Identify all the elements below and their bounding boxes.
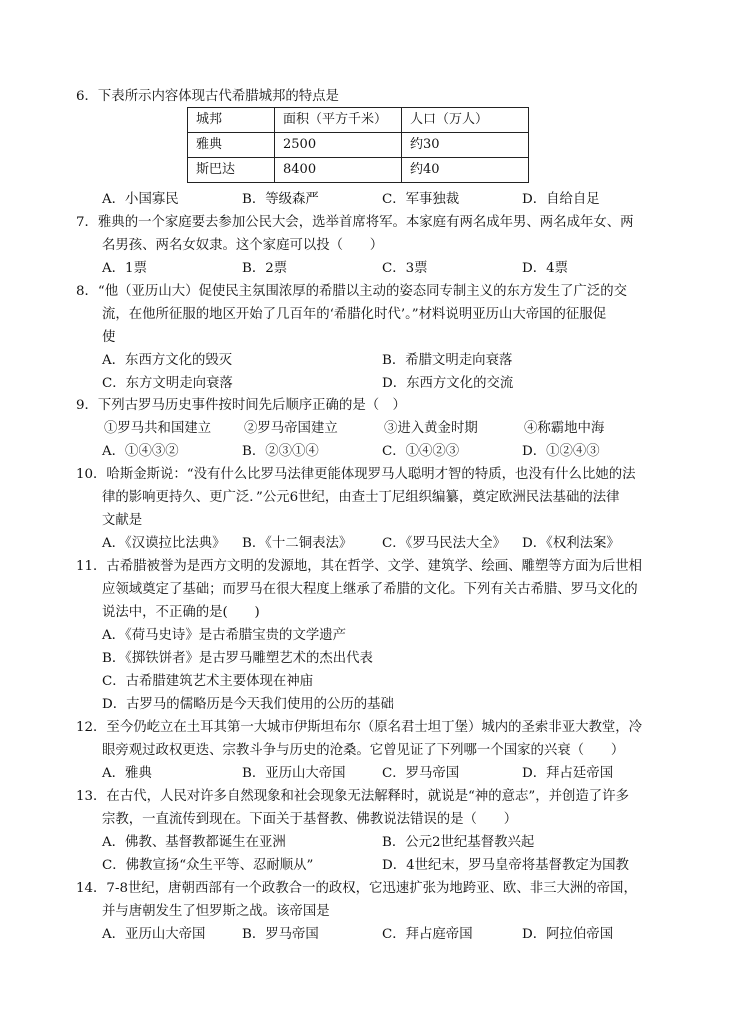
option-d[interactable]: D．古罗马的儒略历是今天我们使用的公历的基础 <box>102 697 394 712</box>
question-13 <box>76 785 676 877</box>
option-b[interactable]: B．2票 <box>242 261 288 276</box>
option-a[interactable]: A．亚历山大帝国 <box>102 927 206 942</box>
table-header-row <box>188 108 529 133</box>
option-a[interactable]: A．小国寡民 <box>102 192 179 207</box>
question-stem-line: 流，在他所征服的地区开始了几百年的‘希腊化时代’。”材料说明亚历山大帝国的征服促 <box>102 307 607 322</box>
question-stem-line: 13．在古代，人民对许多自然现象和社会现象无法解释时，就说是“神的意志”，并创造了许多 <box>76 789 629 804</box>
question-stem-line: 6．下表所示内容体现古代希腊城邦的特点是 <box>76 89 339 104</box>
question-stem-line: 14．7-8世纪，唐朝西部有一个政教合一的政权，它迅速扩张为地跨亚、欧、非三大洲的帝国， <box>76 881 637 896</box>
question-stem-line: 使 <box>102 330 116 345</box>
question-7 <box>76 211 676 280</box>
question-stem-line: 7．雅典的一个家庭要去参加公民大会，选举首席将军。本家庭有两名成年男、两名成年女、两 <box>76 215 634 230</box>
option-c[interactable]: C．3票 <box>382 261 428 276</box>
table-header-cell: 面积（平方千米） <box>275 108 402 133</box>
event-item: ④称霸地中海 <box>524 421 605 436</box>
option-a[interactable]: A．佛教、基督教都诞生在亚洲 <box>102 835 286 850</box>
event-item: ①罗马共和国建立 <box>104 421 212 436</box>
option-c[interactable]: C．佛教宣扬“众生平等、忍耐顺从” <box>102 858 314 873</box>
option-a[interactable]: A．《汉谟拉比法典》 <box>102 536 226 551</box>
question-stem-line: 8．“他（亚历山大）促使民主氛围浓厚的希腊以主动的姿态同专制主义的东方发生了广泛的交 <box>76 284 627 299</box>
option-d[interactable]: D．自给自足 <box>522 192 600 207</box>
option-c[interactable]: C．古希腊建筑艺术主要体现在神庙 <box>102 674 314 689</box>
question-14 <box>76 877 676 946</box>
table-cell: 约30 <box>402 133 529 158</box>
question-11 <box>76 555 676 716</box>
question-stem-line: 名男孩、两名女奴隶。这个家庭可以投（ ） <box>102 238 384 253</box>
option-c[interactable]: C．《罗马民法大全》 <box>382 536 507 551</box>
option-b[interactable]: B．希腊文明走向衰落 <box>382 353 513 368</box>
option-d[interactable]: D．①②④③ <box>522 444 600 459</box>
question-stem-line: 眼旁观过政权更迭、宗教斗争与历史的沧桑。它曾见证了下列哪一个国家的兴衰（ ） <box>102 743 625 758</box>
option-d[interactable]: D．拜占廷帝国 <box>522 766 614 781</box>
option-a[interactable]: A．①④③② <box>102 444 179 459</box>
option-c[interactable]: C．拜占庭帝国 <box>382 927 473 942</box>
question-8 <box>76 280 676 395</box>
table-cell: 雅典 <box>188 133 275 158</box>
city-state-table <box>187 107 529 183</box>
question-6-options <box>76 188 676 211</box>
option-c[interactable]: C．军事独裁 <box>382 192 460 207</box>
question-stem-line: 文献是 <box>102 513 143 528</box>
question-12 <box>76 716 676 785</box>
option-b[interactable]: B．《十二铜表法》 <box>242 536 353 551</box>
option-a[interactable]: A．1票 <box>102 261 147 276</box>
option-a[interactable]: A．《荷马史诗》是古希腊宝贵的文学遗产 <box>102 628 347 643</box>
question-stem-line: 并与唐朝发生了怛罗斯之战。该帝国是 <box>102 904 330 919</box>
question-9 <box>76 394 676 463</box>
question-stem-line: 律的影响更持久、更广泛．”公元6世纪，由查士丁尼组织编纂，奠定欧洲民法基础的法律 <box>102 490 620 505</box>
question-6 <box>76 85 676 108</box>
option-a[interactable]: A．东西方文化的毁灭 <box>102 353 233 368</box>
event-item: ③进入黄金时期 <box>384 421 478 436</box>
option-b[interactable]: B．罗马帝国 <box>242 927 319 942</box>
option-b[interactable]: B．《掷铁饼者》是古罗马雕塑艺术的杰出代表 <box>102 651 373 666</box>
question-stem-line: 应领域奠定了基础；而罗马在很大程度上继承了希腊的文化。下列有关古希腊、罗马文化的 <box>102 582 638 597</box>
table-header-cell: 城邦 <box>188 108 275 133</box>
question-stem-line: 12．至今仍屹立在土耳其第一大城市伊斯坦布尔（原名君士坦丁堡）城内的圣索非亚大教堂，冷 <box>76 720 643 735</box>
question-stem-line: 9．下列古罗马历史事件按时间先后顺序正确的是（ ） <box>76 398 406 413</box>
event-item: ②罗马帝国建立 <box>244 421 338 436</box>
table-cell: 约40 <box>402 158 529 183</box>
option-b[interactable]: B．亚历山大帝国 <box>242 766 346 781</box>
table-cell: 8400 <box>275 158 402 183</box>
option-a[interactable]: A．雅典 <box>102 766 152 781</box>
option-b[interactable]: B．等级森严 <box>242 192 319 207</box>
option-c[interactable]: C．东方文明走向衰落 <box>102 376 233 391</box>
table-row <box>188 158 529 183</box>
option-c[interactable]: C．①④②③ <box>382 444 460 459</box>
question-10 <box>76 463 676 555</box>
table-cell: 2500 <box>275 133 402 158</box>
option-d[interactable]: D．阿拉伯帝国 <box>522 927 614 942</box>
option-d[interactable]: D．4票 <box>522 261 569 276</box>
option-b[interactable]: B．公元2世纪基督教兴起 <box>382 835 535 850</box>
option-d[interactable]: D．《权利法案》 <box>522 536 620 551</box>
question-stem-line: 11．古希腊被誉为是西方文明的发源地，其在哲学、文学、建筑学、绘画、雕塑等方面为后世相 <box>76 559 643 574</box>
table-cell: 斯巴达 <box>188 158 275 183</box>
question-stem-line: 10．哈斯金斯说：“没有什么比罗马法律更能体现罗马人聪明才智的特质，也没有什么比她的法 <box>76 467 636 482</box>
question-stem-line: 说法中，不正确的是( ) <box>102 605 260 620</box>
table-row <box>188 133 529 158</box>
option-d[interactable]: D．东西方文化的交流 <box>382 376 514 391</box>
table-header-cell: 人口（万人） <box>402 108 529 133</box>
option-b[interactable]: B．②③①④ <box>242 444 319 459</box>
question-stem-line: 宗教，一直流传到现在。下面关于基督教、佛教说法错误的是（ ） <box>102 812 518 827</box>
option-c[interactable]: C．罗马帝国 <box>382 766 460 781</box>
option-d[interactable]: D．4世纪末，罗马皇帝将基督教定为国教 <box>382 858 629 873</box>
